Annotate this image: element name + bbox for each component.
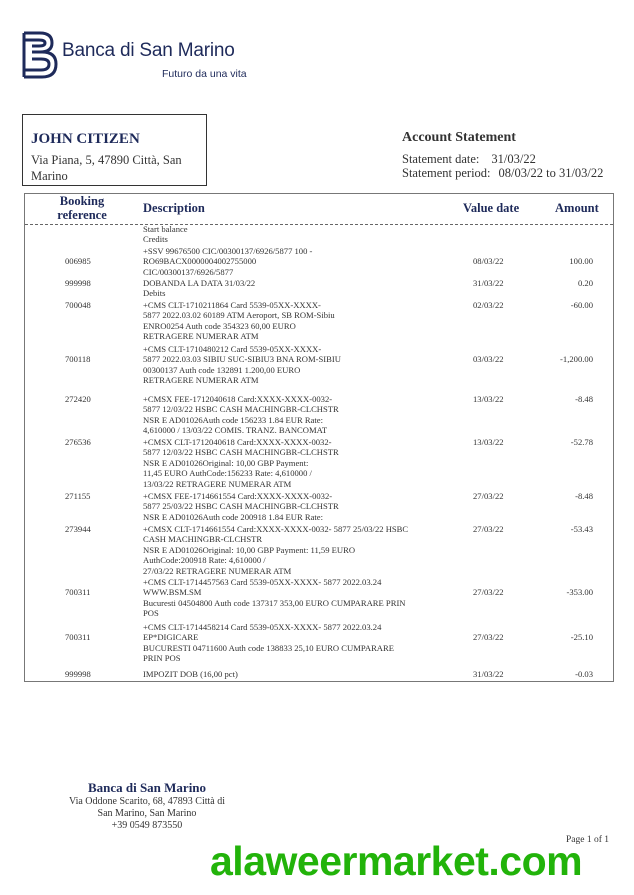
row-value-date: 13/03/22 bbox=[473, 437, 504, 447]
row-description-line: AuthCode:200918 Rate: 4,610000 / bbox=[143, 555, 266, 566]
row-booking-ref: 006985 bbox=[65, 256, 91, 266]
statement-date bbox=[402, 152, 536, 167]
footer-bank-name: Banca di San Marino bbox=[87, 780, 207, 795]
row-description-line: Bucuresti 04504800 Auth code 137317 353,00 EURO CUMPARARE PRIN bbox=[143, 597, 406, 608]
row-description-line: 5877 12/03/22 HSBC CASH MACHINGBR-CLCHSTR bbox=[143, 447, 339, 458]
row-description-line: CIC/00300137/6926/5877 bbox=[143, 266, 234, 277]
header-value-date: Value date bbox=[463, 201, 520, 215]
row-description-line: BUCURESTI 04711600 Auth code 138833 25,10 EURO CUMPARARE bbox=[143, 642, 394, 653]
row-description-line: Debits bbox=[143, 288, 166, 299]
row-description-line: NSR E AD01026Auth code 200918 1.84 EUR Rate: bbox=[143, 511, 323, 522]
row-description-line: NSR E AD01026Original: 10,00 GBP Payment: bbox=[143, 457, 309, 468]
header-amount: Amount bbox=[555, 201, 599, 215]
row-description bbox=[143, 491, 463, 522]
row-description-line: +CMSX FEE-1714661554 Card:XXXX-XXXX-0032- bbox=[143, 491, 333, 501]
statement-date-value: 31/03/22 bbox=[491, 152, 536, 166]
client-address-box bbox=[22, 114, 207, 186]
statement-period bbox=[402, 166, 603, 181]
row-description bbox=[143, 524, 463, 576]
row-description-line: NSR E AD01026Auth code 156233 1.84 EUR Rate: bbox=[143, 414, 323, 425]
row-description-line: NSR E AD01026Original: 10,00 GBP Payment: 11,59 EURO bbox=[143, 544, 356, 555]
statement-title: Account Statement bbox=[402, 130, 516, 145]
row-description-line: POS bbox=[143, 608, 159, 619]
row-value-date: 31/03/22 bbox=[473, 278, 504, 288]
row-description bbox=[143, 394, 463, 436]
row-description-line: 5877 25/03/22 HSBC CASH MACHINGBR-CLCHSTR bbox=[143, 501, 339, 512]
row-description-line: RO69BACX0000004002755000 bbox=[143, 256, 257, 267]
row-value-date: 27/03/22 bbox=[473, 587, 504, 597]
row-value-date: 27/03/22 bbox=[473, 632, 504, 642]
row-description-line: +CMS CLT-1710211864 Card 5539-05XX-XXXX- bbox=[143, 300, 321, 310]
row-description-line: IMPOZIT DOB (16,00 pct) bbox=[143, 669, 238, 679]
row-description-line: ENRO0254 Auth code 354323 60,00 EURO bbox=[143, 320, 296, 331]
row-description-line: +SSV 99676500 CIC/00300137/6926/5877 100 - bbox=[143, 246, 313, 256]
row-booking-ref: 999998 bbox=[65, 669, 91, 679]
header-booking-reference bbox=[57, 194, 107, 222]
row-description bbox=[143, 669, 463, 679]
row-description-line: 4,610000 / 13/03/22 COMIS. TRANZ. BANCOMAT bbox=[143, 425, 328, 436]
row-amount: 0.20 bbox=[577, 278, 593, 288]
row-description bbox=[143, 577, 463, 619]
row-description bbox=[143, 246, 463, 277]
row-description-line: 11,45 EURO AuthCode:156233 Rate: 4,610000 / bbox=[143, 468, 312, 479]
header-booking-line1: Booking bbox=[59, 194, 105, 208]
statement-date-label: Statement date: bbox=[402, 152, 480, 166]
row-booking-ref: 700311 bbox=[65, 587, 91, 597]
row-amount: -353.00 bbox=[566, 587, 593, 597]
row-description-line: RETRAGERE NUMERAR ATM bbox=[143, 331, 259, 342]
row-amount: -0.03 bbox=[575, 669, 593, 679]
footer-phone: +39 0549 873550 bbox=[111, 820, 183, 831]
row-value-date: 27/03/22 bbox=[473, 524, 504, 534]
row-description-line: +CMSX CLT-1712040618 Card:XXXX-XXXX-0032- bbox=[143, 437, 332, 447]
row-description-line: +CMS CLT-1714458214 Card 5539-05XX-XXXX- 5877 2022.03.24 bbox=[143, 622, 382, 632]
footer-address-line1: Via Oddone Scarito, 68, 47893 Città di bbox=[68, 796, 226, 807]
row-description-line: 5877 2022.03.02 60189 ATM Aeroport, SB ROM-Sibiu bbox=[143, 310, 335, 321]
watermark-text: alaweermarket.com bbox=[210, 838, 583, 884]
row-value-date: 03/03/22 bbox=[473, 354, 504, 364]
bank-logo-icon bbox=[22, 30, 58, 80]
row-booking-ref: 273944 bbox=[65, 524, 91, 534]
row-amount: -8.48 bbox=[575, 491, 593, 501]
row-booking-ref: 999998 bbox=[65, 278, 91, 288]
header-description: Description bbox=[143, 201, 205, 215]
bank-tagline: Futuro da una vita bbox=[162, 68, 247, 80]
row-amount: -53.43 bbox=[570, 524, 593, 534]
row-description-line: WWW.BSM.SM bbox=[143, 587, 202, 598]
row-description-line: +CMSX CLT-1714661554 Card:XXXX-XXXX-0032- 5877 25/03/22 HSBC bbox=[143, 524, 409, 534]
row-description-line: RETRAGERE NUMERAR ATM bbox=[143, 375, 259, 386]
row-booking-ref: 700311 bbox=[65, 632, 91, 642]
row-description-line: 27/03/22 RETRAGERE NUMERAR ATM bbox=[143, 565, 292, 576]
row-description-line: EP*DIGICARE bbox=[143, 632, 199, 643]
row-description bbox=[143, 224, 463, 245]
row-description-line: 00300137 Auth code 132891 1.200,00 EURO bbox=[143, 364, 301, 375]
row-description bbox=[143, 437, 463, 489]
transactions-table bbox=[24, 193, 614, 682]
row-description-line: DOBANDA LA DATA 31/03/22 bbox=[143, 278, 256, 288]
row-description-line: 5877 12/03/22 HSBC CASH MACHINGBR-CLCHSTR bbox=[143, 404, 339, 415]
row-amount: -8.48 bbox=[575, 394, 593, 404]
row-value-date: 08/03/22 bbox=[473, 256, 504, 266]
row-value-date: 27/03/22 bbox=[473, 491, 504, 501]
row-description bbox=[143, 622, 463, 664]
bank-logo bbox=[22, 30, 262, 82]
footer-address-line2: San Marino, San Marino bbox=[97, 808, 197, 819]
statement-period-value: 08/03/22 to 31/03/22 bbox=[498, 166, 604, 180]
row-booking-ref: 276536 bbox=[65, 437, 91, 447]
row-booking-ref: 700048 bbox=[65, 300, 91, 310]
row-booking-ref: 271155 bbox=[65, 491, 91, 501]
row-value-date: 02/03/22 bbox=[473, 300, 504, 310]
row-amount: -52.78 bbox=[570, 437, 593, 447]
row-description-line: Start balance bbox=[143, 224, 188, 234]
row-amount: -1,200.00 bbox=[560, 354, 593, 364]
row-description-line: 13/03/22 RETRAGERE NUMERAR ATM bbox=[143, 478, 292, 489]
page-number: Page 1 of 1 bbox=[566, 835, 610, 845]
row-amount: 100.00 bbox=[569, 256, 593, 266]
row-description bbox=[143, 278, 463, 299]
row-description-line: CASH MACHINGBR-CLCHSTR bbox=[143, 534, 263, 545]
header-booking-line2: reference bbox=[57, 208, 107, 222]
row-value-date: 13/03/22 bbox=[473, 394, 504, 404]
row-description bbox=[143, 300, 463, 342]
row-description bbox=[143, 344, 463, 386]
row-description-line: +CMSX FEE-1712040618 Card:XXXX-XXXX-0032- bbox=[143, 394, 333, 404]
statement-period-label: Statement period: bbox=[402, 166, 491, 180]
row-booking-ref: 700118 bbox=[65, 354, 91, 364]
client-address-line2: Marino bbox=[31, 169, 68, 183]
row-booking-ref: 272420 bbox=[65, 394, 91, 404]
client-name: JOHN CITIZEN bbox=[31, 131, 140, 147]
row-description-line: +CMS CLT-1714457563 Card 5539-05XX-XXXX- 5877 2022.03.24 bbox=[143, 577, 382, 587]
client-address bbox=[31, 152, 206, 184]
row-description-line: Credits bbox=[143, 234, 168, 245]
bank-logo-name: Banca di San Marino bbox=[62, 40, 235, 61]
row-description-line: PRIN POS bbox=[143, 653, 181, 664]
row-value-date: 31/03/22 bbox=[473, 669, 504, 679]
row-description-line: 5877 2022.03.03 SIBIU SUC-SIBIU3 BNA ROM-SIBIU bbox=[143, 354, 341, 365]
row-amount: -25.10 bbox=[570, 632, 593, 642]
row-description-line: +CMS CLT-1710480212 Card 5539-05XX-XXXX- bbox=[143, 344, 322, 354]
row-amount: -60.00 bbox=[570, 300, 593, 310]
client-address-line1: Via Piana, 5, 47890 Città, San bbox=[31, 153, 182, 167]
